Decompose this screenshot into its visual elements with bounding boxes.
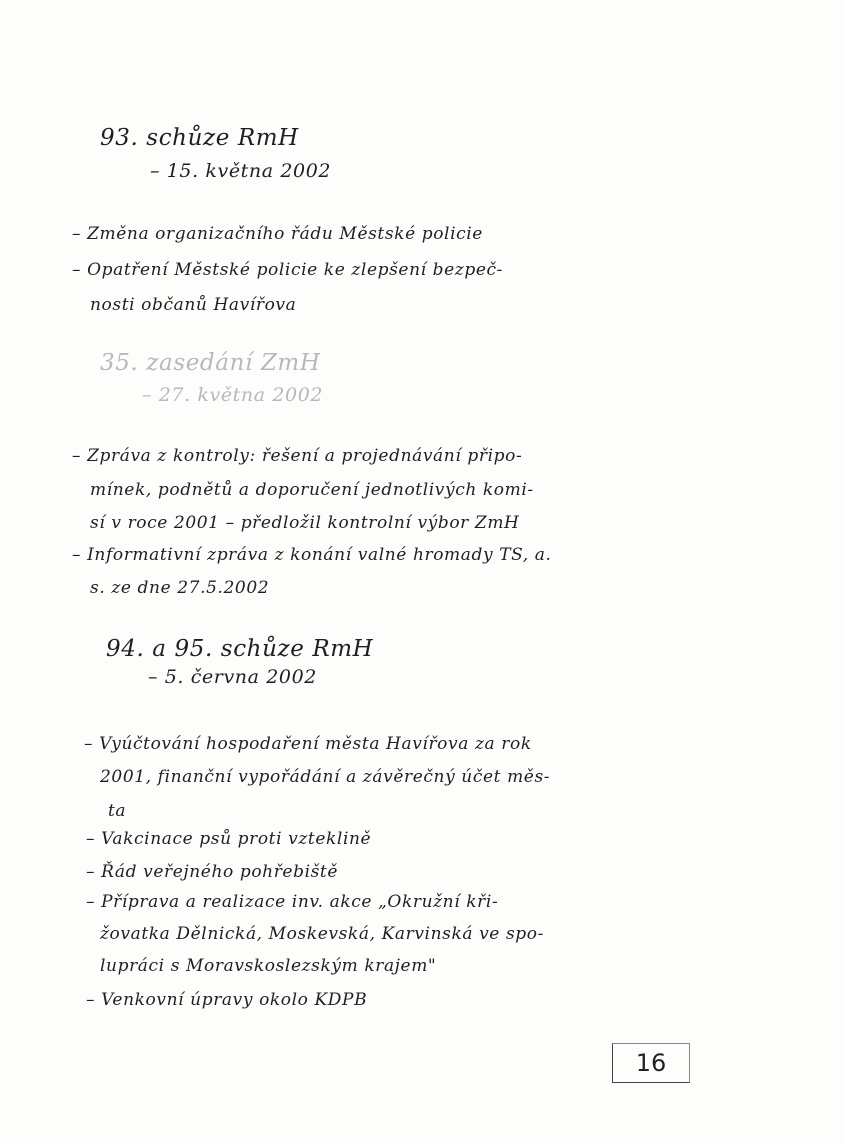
- section-3-item: – Příprava a realizace inv. akce „Okružní kři-: [86, 892, 499, 912]
- section-3-item: – Vyúčtování hospodaření města Havířova za rok: [84, 734, 532, 754]
- section-2-heading: 35. zasedání ZmH: [100, 350, 321, 376]
- section-2-item: s. ze dne 27.5.2002: [90, 578, 270, 598]
- section-3-item: ta: [108, 801, 127, 821]
- section-2-item: sí v roce 2001 – předložil kontrolní výbor ZmH: [90, 513, 520, 533]
- section-1-item: nosti občanů Havířova: [90, 295, 297, 315]
- section-2-item: mínek, podnětů a doporučení jednotlivých komi-: [90, 480, 534, 500]
- section-1-date: – 15. května 2002: [150, 160, 332, 182]
- section-1-item: – Opatření Městské policie ke zlepšení bezpeč-: [72, 260, 503, 280]
- section-3-item: lupráci s Moravskoslezským krajem": [100, 956, 437, 976]
- section-2-date: – 27. května 2002: [142, 384, 324, 406]
- section-3-item: – Řád veřejného pohřebiště: [86, 862, 339, 882]
- section-3-item: 2001, finanční vypořádání a závěrečný účet měs-: [100, 767, 551, 787]
- section-1-item: – Změna organizačního řádu Městské policie: [72, 224, 483, 244]
- page-number: 16: [635, 1049, 667, 1077]
- section-1-heading: 93. schůze RmH: [100, 125, 299, 151]
- section-3-date: – 5. června 2002: [148, 666, 317, 688]
- section-2-item: – Informativní zpráva z konání valné hromady TS, a.: [72, 545, 552, 565]
- section-3-heading: 94. a 95. schůze RmH: [106, 636, 374, 662]
- section-3-item: – Vakcinace psů proti vzteklině: [86, 829, 372, 849]
- section-3-item: žovatka Dělnická, Moskevská, Karvinská ve spo-: [100, 924, 544, 944]
- section-2-item: – Zpráva z kontroly: řešení a projednávání připo-: [72, 446, 523, 466]
- section-3-item: – Venkovní úpravy okolo KDPB: [86, 990, 368, 1010]
